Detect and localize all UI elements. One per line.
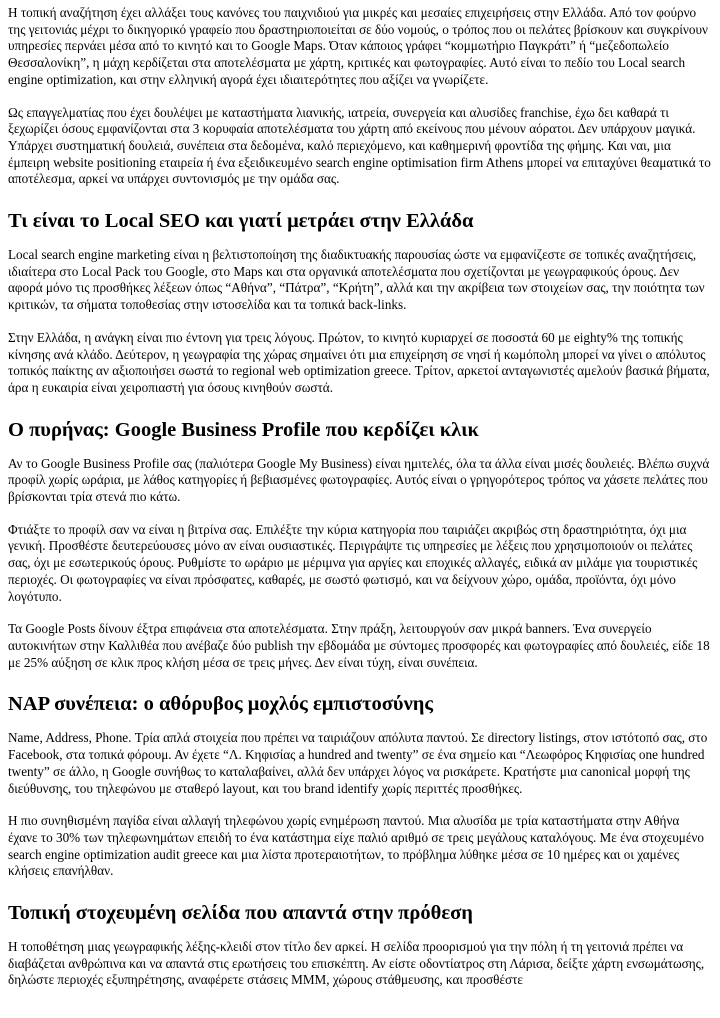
section-2-paragraph-2: Φτιάξτε το προφίλ σαν να είναι η βιτρίνα σας. Επιλέξτε την κύρια κατηγορία που ταιριάζει ακριβώς στη δραστηριότητα, όχι μια γενική. Προσθέστε δευτερεύουσες μόνο αν είναι ουσιαστικές. Περιγράψτε τις υπηρεσίες με λέξεις που χρησιμοποιούν οι πελάτες σας, όχι με εσωτερικούς όρους. Ρυθμίστε το ωράριο με μέριμνα για αργίες και εποχικές αλλαγές, ειδικά αν μιλάμε για τουριστικές περιοχές. Οι φωτογραφίες να είναι πρόσφατες, καθαρές, με σωστό φωτισμό, και να δείχνουν χώρο, ομάδα, προϊόντα, όχι μόνο λογότυπο. bbox=[8, 521, 698, 604]
intro-paragraph-2: Ως επαγγελματίας που έχει δουλέψει με καταστήματα λιανικής, ιατρεία, συνεργεία και αλυσίδες franchise, έχω δει καθαρά τι ξεχωρίζει όσους εμφανίζονται στα 3 κορυφαία αποτελέσματα του χάρτη από εκείνους που μένουν αόρατοι. Δεν υπάρχουν μαγικά. Υπάρχει συστηματική δουλειά, συνέπεια στα δεδομένα, καλό περιεχόμενο, και καθημερινή φροντίδα της φήμης. Και ναι, μια έμπειρη website positioning εταιρεία ή ένα εξειδικευμένο search engine optimisation firm Athens μπορεί να επιταχύνει θεαματικά το αποτέλεσμα, αρκεί να υπάρχει συντονισμός με την ομάδα σας. bbox=[8, 104, 711, 187]
section-2-paragraph-1: Αν το Google Business Profile σας (παλιότερα Google My Business) είναι ημιτελές, όλα τα άλλα είναι μισές δουλειές. Βλέπω συχνά προφίλ χωρίς ωράρια, με λάθος κατηγορίες ή βεβιασμένες φωτογραφίες. Αυτός είναι ο γρηγορότερος τρόπος να χάσετε πελάτες που βρίσκονται τρία στενά πιο κάτω. bbox=[8, 455, 710, 505]
section-heading-nap: NAP συνέπεια: ο αθόρυβος μοχλός εμπιστοσύνης bbox=[8, 693, 434, 716]
section-2-paragraph-3: Τα Google Posts δίνουν έξτρα επιφάνεια στα αποτελέσματα. Στην πράξη, λειτουργούν σαν μικρά banners. Ένα συνεργείο αυτοκινήτων στην Καλλιθέα που ανέβαζε δύο publish την εβδομάδα με σύντομες προσφορές και φωτογραφίες από δουλειές, είδε 18 με 25% αύξηση σε κλικ προς κλήση μέσα σε τρεις μήνες. Δεν είναι τύχη, είναι συνέπεια. bbox=[8, 621, 710, 670]
section-4-paragraph-1: Η τοποθέτηση μιας γεωγραφικής λέξης-κλειδί στον τίτλο δεν αρκεί. Η σελίδα προορισμού για την πόλη ή τη γειτονιά πρέπει να διαβάζεται ανθρώπινα και να απαντά στις ερωτήσεις του επισκέπτη. Αν είστε οδοντίατρος στη Λάρισα, δείξτε χάρτη ενσωμάτωσης, δηλώστε περιοχές εξυπηρέτησης, αναφέρετε στάσεις ΜΜΜ, χώρους στάθμευσης, και προσθέστε bbox=[8, 939, 705, 988]
section-3-paragraph-1: Name, Address, Phone. Τρία απλά στοιχεία που πρέπει να ταιριάζουν απόλυτα παντού. Σε directory listings, στον ιστότοπό σας, στο Facebook, στα τοπικά φόρουμ. Αν έχετε “Λ. Κηφισίας a hundred and twenty” σε ένα σημείο και “Λεωφόρος Κηφισίας one hundred twenty” σε άλλο, η Google συνήθως το καταλαβαίνει, αλλά δεν υπάρχει λόγος να ρισκάρετε. Κρατήστε μια canonical μορφή της διεύθυνσης, του τηλεφώνου με σταθερό layout, και του brand identify χωρίς περιττές προσθήκες. bbox=[8, 730, 708, 796]
section-heading-local-landing-page: Τοπική στοχευμένη σελίδα που απαντά στην πρόθεση bbox=[8, 902, 473, 925]
section-heading-google-business-profile: Ο πυρήνας: Google Business Profile που κερδίζει κλικ bbox=[8, 418, 479, 441]
section-heading-local-seo: Τι είναι το Local SEO και γιατί μετράει στην Ελλάδα bbox=[8, 210, 474, 233]
intro-paragraph-1: Η τοπική αναζήτηση έχει αλλάξει τους κανόνες του παιχνιδιού για μικρές και μεσαίες επιχειρήσεις στην Ελλάδα. Από τον φούρνο της γειτονιάς μέχρι το δικηγορικό γραφείο που δραστηριοποιείται σε δύο νομούς, ο τρόπος που οι πελάτες βρίσκουν και συγκρίνουν υπηρεσίες περνάει μέσα από το κινητό και το Google Maps. Όταν κάποιος γράφει “κομμωτήριο Παγκράτι” ή “μεζεδοπωλείο Θεσσαλονίκη”, η μάχη κερδίζεται στα αποτελέσματα με χάρτη, κριτικές και φωτογραφίες. Αυτό είναι το πεδίο του Local search engine optimization, και στην ελληνική αγορά έχει ιδιαιτερότητες που αξίζει να γνωρίζετε. bbox=[8, 5, 708, 87]
section-3-paragraph-2: Η πιο συνηθισμένη παγίδα είναι αλλαγή τηλεφώνου χωρίς ενημέρωση παντού. Μια αλυσίδα με τρία καταστήματα στην Αθήνα έχανε το 30% των τηλεφωνημάτων επειδή το ένα κατάστημα είχε παλιό αριθμό σε τρεις μεγάλους καταλόγους. Με ένα στοχευμένο search engine optimization audit greece και μια λίστα προτεραιοτήτων, το πρόβλημα λύθηκε μέσα σε 10 ημέρες και οι χαμένες κλήσεις επανήλθαν. bbox=[8, 813, 704, 879]
section-1-paragraph-2: Στην Ελλάδα, η ανάγκη είναι πιο έντονη για τρεις λόγους. Πρώτον, το κινητό κυριαρχεί σε ποσοστά 60 με eighty% της τοπικής κίνησης ανά κλάδο. Δεύτερον, η γεωγραφία της χώρας σημαίνει ότι μια επιχείρηση σε νησί ή κωμόπολη μπορεί να γίνει ο απόλυτος τοπικός παίκτης αν αξιοποιήσει σωστά το regional web optimization greece. Τρίτον, αρκετοί ανταγωνιστές αμελούν βασικά βήματα, άρα η ευκαιρία είναι χειροπιαστή για όσους κινηθούν σωστά. bbox=[8, 329, 710, 395]
section-1-paragraph-1: Local search engine marketing είναι η βελτιστοποίηση της διαδικτυακής παρουσίας ώστε να εμφανίζεστε σε τοπικές αναζητήσεις, ιδιαίτερα στο Local Pack του Google, στο Maps και στα οργανικά αποτελέσματα που σχετίζονται με γεωγραφικούς όρους. Δεν αφορά μόνο τις προσθήκες λέξεων όπως “Αθήνα”, “Πάτρα”, “Κρήτη”, αλλά και την ακρίβεια των στοιχείων σας, την ποιότητα των κριτικών, τα σήματα τοποθεσίας στην ιστοσελίδα και τα τοπικά back-links. bbox=[8, 247, 705, 313]
